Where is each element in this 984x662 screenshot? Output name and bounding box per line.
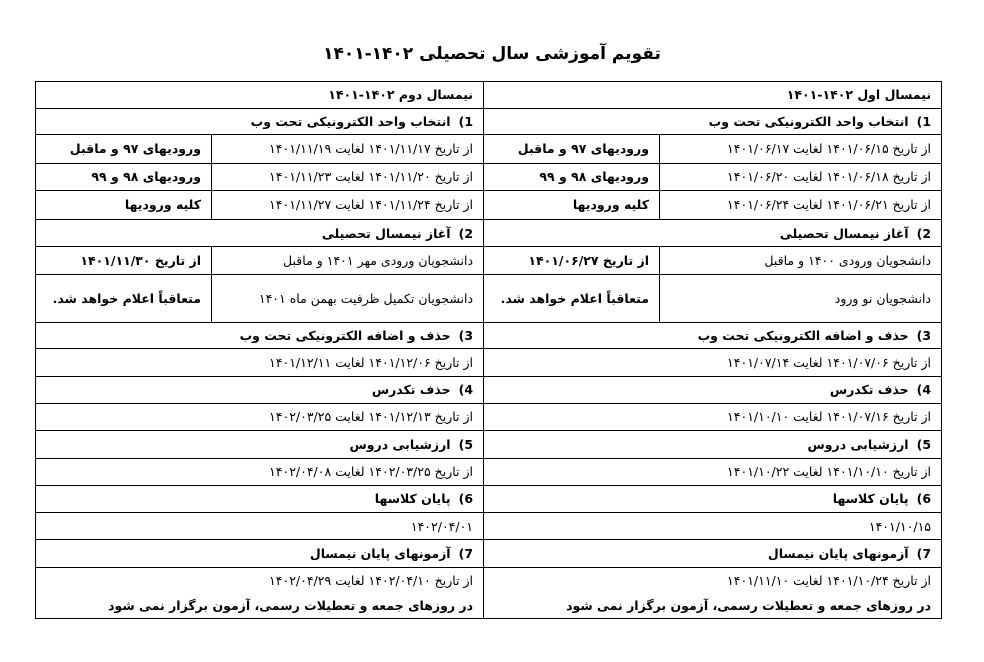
- table-row: [36, 135, 942, 164]
- section-number: 5): [458, 436, 474, 452]
- sem1-entry-group: ورودیهای ۹۷ و ماقبل: [484, 135, 660, 164]
- sem2-entry-group: ورودیهای ۹۸ و ۹۹: [36, 163, 212, 191]
- table-row: [36, 247, 942, 275]
- section-title: آغاز نیمسال تحصیلی: [321, 225, 451, 241]
- sem2-date-range: از تاریخ ۱۴۰۱/۱۲/۱۳ لغایت ۱۴۰۲/۰۳/۲۵: [36, 403, 484, 431]
- sem1-section-1: [484, 108, 942, 135]
- section-number: 3): [458, 328, 474, 344]
- sem2-section-1: [36, 108, 484, 135]
- sem2-date-range: از تاریخ ۱۴۰۲/۰۳/۲۵ لغایت ۱۴۰۲/۰۴/۰۸: [36, 458, 484, 486]
- section-title: انتخاب واحد الکترونیکی تحت وب: [708, 113, 909, 129]
- section-number: 4): [916, 382, 932, 398]
- sem2-date-range: از تاریخ ۱۴۰۱/۱۱/۱۷ لغایت ۱۴۰۱/۱۱/۱۹: [212, 135, 484, 164]
- sem2-date-range: از تاریخ ۱۴۰۱/۱۱/۲۴ لغایت ۱۴۰۱/۱۱/۲۷: [212, 191, 484, 220]
- sem1-section-2: [484, 219, 942, 247]
- section-title: آزمونهای پایان نیمسال: [309, 546, 451, 562]
- sem2-student-group: دانشجویان ورودی مهر ۱۴۰۱ و ماقبل: [212, 247, 484, 275]
- sem1-date-range: از تاریخ ۱۴۰۱/۰۷/۱۶ لغایت ۱۴۰۱/۱۰/۱۰: [484, 403, 942, 431]
- sem2-start-note: متعاقباً اعلام خواهد شد.: [36, 274, 212, 322]
- sem1-section-4: [484, 376, 942, 403]
- sem2-exam-dates: از تاریخ ۱۴۰۲/۰۴/۱۰ لغایت ۱۴۰۲/۰۴/۲۹: [269, 572, 474, 588]
- section-row: [36, 486, 942, 513]
- sem1-date-range: از تاریخ ۱۴۰۱/۰۶/۱۵ لغایت ۱۴۰۱/۰۶/۱۷: [660, 135, 942, 164]
- sem1-start-date: از تاریخ ۱۴۰۱/۰۶/۲۷: [484, 247, 660, 275]
- sem1-date-range: از تاریخ ۱۴۰۱/۰۶/۲۱ لغایت ۱۴۰۱/۰۶/۲۴: [660, 191, 942, 220]
- section-row: [36, 540, 942, 568]
- section-title: پایان کلاسها: [374, 491, 451, 507]
- sem1-section-7: [484, 540, 942, 568]
- table-row: [36, 458, 942, 486]
- table-row: [36, 163, 942, 191]
- sem1-exam-dates: از تاریخ ۱۴۰۱/۱۰/۲۴ لغایت ۱۴۰۱/۱۱/۱۰: [727, 572, 932, 588]
- section-number: 7): [916, 546, 932, 562]
- sem2-date-range: از تاریخ ۱۴۰۱/۱۲/۰۶ لغایت ۱۴۰۱/۱۲/۱۱: [36, 349, 484, 377]
- section-title: حذف و اضافه الکترونیکی تحت وب: [239, 328, 451, 344]
- sem1-exam-cell: [484, 567, 942, 618]
- sem1-entry-group: ورودیهای ۹۸ و ۹۹: [484, 163, 660, 191]
- table-row: [36, 512, 942, 540]
- table-row: [36, 191, 942, 220]
- sem1-student-group: دانشجویان ورودی ۱۴۰۰ و ماقبل: [660, 247, 942, 275]
- sem2-date-range: از تاریخ ۱۴۰۱/۱۱/۲۰ لغایت ۱۴۰۱/۱۱/۲۳: [212, 163, 484, 191]
- sem2-section-5: [36, 431, 484, 459]
- sem2-section-6: [36, 486, 484, 513]
- sem2-exam-cell: [36, 567, 484, 618]
- sem1-section-5: [484, 431, 942, 459]
- section-row: [36, 219, 942, 247]
- sem2-header: نیمسال دوم ۱۴۰۲-۱۴۰۱: [36, 82, 484, 109]
- section-title: ارزشیابی دروس: [349, 436, 451, 452]
- section-number: 2): [458, 225, 474, 241]
- sem2-section-7: [36, 540, 484, 568]
- sem2-exam-note: در روزهای جمعه و تعطیلات رسمی، آزمون برگزار نمی شود: [108, 597, 474, 613]
- section-row: [36, 431, 942, 459]
- section-row: [36, 108, 942, 135]
- sem2-student-group: دانشجویان تکمیل ظرفیت بهمن ماه ۱۴۰۱: [212, 274, 484, 322]
- section-number: 3): [916, 328, 932, 344]
- section-number: 5): [916, 436, 932, 452]
- section-number: 7): [458, 546, 474, 562]
- section-number: 6): [458, 491, 474, 507]
- section-title: پایان کلاسها: [832, 491, 909, 507]
- table-row: [36, 403, 942, 431]
- section-number: 4): [458, 382, 474, 398]
- section-title: ارزشیابی دروس: [807, 436, 909, 452]
- section-title: حذف و اضافه الکترونیکی تحت وب: [697, 328, 909, 344]
- sem1-date-range: از تاریخ ۱۴۰۱/۰۶/۱۸ لغایت ۱۴۰۱/۰۶/۲۰: [660, 163, 942, 191]
- page-title: تقویم آموزشی سال تحصیلی ۱۴۰۲-۱۴۰۱: [323, 44, 661, 64]
- sem2-entry-group: ورودیهای ۹۷ و ماقبل: [36, 135, 212, 164]
- sem1-date-range: از تاریخ ۱۴۰۱/۰۷/۰۶ لغایت ۱۴۰۱/۰۷/۱۴: [484, 349, 942, 377]
- section-title: آزمونهای پایان نیمسال: [767, 546, 909, 562]
- table-row: [36, 567, 942, 618]
- section-title: انتخاب واحد الکترونیکی تحت وب: [250, 113, 451, 129]
- section-row: [36, 376, 942, 403]
- sem2-end-date: ۱۴۰۲/۰۴/۰۱: [36, 512, 484, 540]
- table-row: [36, 274, 942, 322]
- sem1-section-3: [484, 322, 942, 349]
- section-row: [36, 322, 942, 349]
- semester-header-row: [36, 82, 942, 109]
- sem2-section-2: [36, 219, 484, 247]
- sem1-end-date: ۱۴۰۱/۱۰/۱۵: [484, 512, 942, 540]
- sem2-entry-group: کلیه ورودیها: [36, 191, 212, 220]
- sem2-section-3: [36, 322, 484, 349]
- sem1-section-6: [484, 486, 942, 513]
- sem1-entry-group: کلیه ورودیها: [484, 191, 660, 220]
- sem1-start-note: متعاقباً اعلام خواهد شد.: [484, 274, 660, 322]
- section-title: حذف تکدرس: [371, 382, 451, 398]
- sem2-section-4: [36, 376, 484, 403]
- section-number: 2): [916, 225, 932, 241]
- sem1-student-group: دانشجویان نو ورود: [660, 274, 942, 322]
- sem1-date-range: از تاریخ ۱۴۰۱/۱۰/۱۰ لغایت ۱۴۰۱/۱۰/۲۲: [484, 458, 942, 486]
- table-row: [36, 349, 942, 377]
- sem1-header: نیمسال اول ۱۴۰۲-۱۴۰۱: [484, 82, 942, 109]
- section-title: آغاز نیمسال تحصیلی: [779, 225, 909, 241]
- sem2-start-date: از تاریخ ۱۴۰۱/۱۱/۳۰: [36, 247, 212, 275]
- section-number: 6): [916, 491, 932, 507]
- section-number: 1): [458, 113, 474, 129]
- section-number: 1): [916, 113, 932, 129]
- sem1-exam-note: در روزهای جمعه و تعطیلات رسمی، آزمون برگزار نمی شود: [566, 597, 932, 613]
- academic-calendar-table: [35, 81, 942, 619]
- section-title: حذف تکدرس: [829, 382, 909, 398]
